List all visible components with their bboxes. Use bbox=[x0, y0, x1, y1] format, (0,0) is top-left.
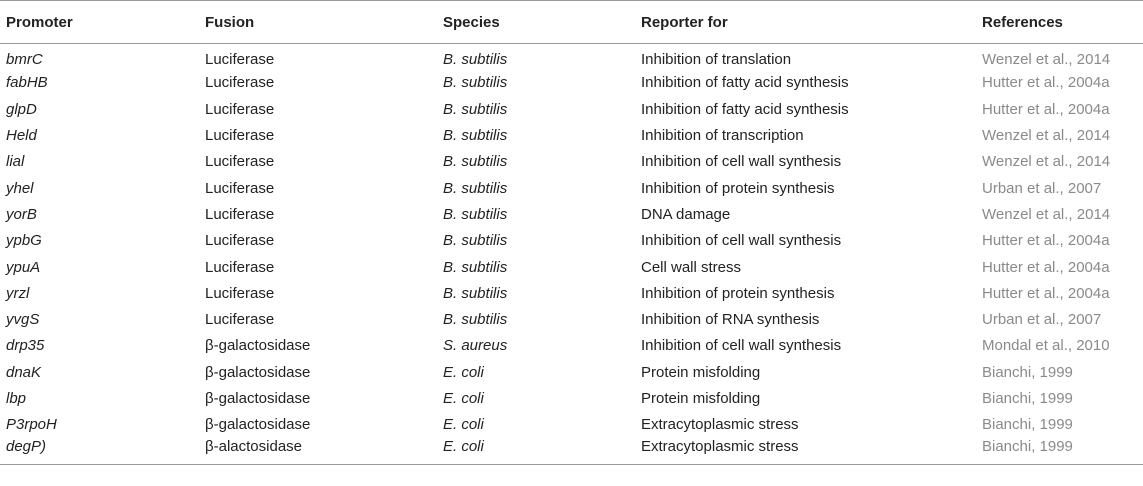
promoter-cell: P3rpoH bbox=[6, 416, 57, 434]
species-cell: B. subtilis bbox=[443, 127, 508, 145]
promoter-cell: ypuA bbox=[6, 258, 41, 276]
table-row bbox=[0, 70, 1143, 96]
reporter-cell: Inhibition of fatty acid synthesis bbox=[641, 100, 849, 118]
table-row bbox=[0, 228, 1143, 254]
promoter-cell: lial bbox=[6, 153, 25, 171]
species-cell: B. subtilis bbox=[443, 258, 508, 276]
reference-cell: Bianchi, 1999 bbox=[982, 363, 1073, 381]
reporter-cell: Protein misfolding bbox=[641, 363, 761, 381]
species-cell: B. subtilis bbox=[443, 284, 508, 302]
promoter-cell: lbp bbox=[6, 390, 27, 407]
reporter-cell: Inhibition of RNA synthesis bbox=[641, 311, 820, 329]
promoter-cell: yrzl bbox=[6, 284, 30, 302]
reporter-cell: DNA damage bbox=[641, 205, 731, 223]
table-row bbox=[0, 438, 1143, 464]
header-references: References bbox=[976, 1, 1143, 44]
fusion-cell: β-galactosidase bbox=[205, 416, 311, 434]
table-row bbox=[0, 175, 1143, 201]
header-species: Species bbox=[437, 1, 635, 44]
species-cell: B. subtilis bbox=[443, 311, 508, 329]
table-row bbox=[0, 254, 1143, 280]
reporter-cell: Inhibition of transcription bbox=[641, 127, 804, 145]
header-fusion: Fusion bbox=[199, 1, 437, 44]
species-cell: E. coli bbox=[443, 363, 484, 381]
reporter-cell: Inhibition of protein synthesis bbox=[641, 284, 835, 302]
reporter-cell: Inhibition of cell wall synthesis bbox=[641, 232, 842, 250]
reporter-cell: Cell wall stress bbox=[641, 258, 742, 276]
fusion-cell: Luciferase bbox=[205, 74, 275, 92]
reference-cell: Urban et al., 2007 bbox=[982, 179, 1102, 197]
reference-cell: Hutter et al., 2004a bbox=[982, 100, 1110, 118]
reference-cell: Bianchi, 1999 bbox=[982, 390, 1073, 407]
reference-cell: Wenzel et al., 2014 bbox=[982, 51, 1111, 69]
reference-cell: Bianchi, 1999 bbox=[976, 438, 1143, 464]
reporter-cell: Protein misfolding bbox=[641, 390, 761, 407]
reporter-cell: Extracytoplasmic stress bbox=[635, 438, 976, 464]
fusion-cell: β-alactosidase bbox=[199, 438, 437, 464]
reporter-cell: Inhibition of fatty acid synthesis bbox=[641, 74, 849, 92]
reporter-cell: Inhibition of translation bbox=[641, 51, 792, 69]
species-cell: B. subtilis bbox=[443, 179, 508, 197]
reference-cell: Hutter et al., 2004a bbox=[982, 74, 1110, 92]
species-cell: E. coli bbox=[443, 416, 484, 434]
reporter-cell: Inhibition of protein synthesis bbox=[641, 179, 835, 197]
reference-cell: Hutter et al., 2004a bbox=[982, 232, 1110, 250]
table-row bbox=[0, 44, 1143, 70]
species-cell: B. subtilis bbox=[443, 74, 508, 92]
species-cell: B. subtilis bbox=[443, 153, 508, 171]
fusion-cell: Luciferase bbox=[205, 127, 275, 145]
table-row bbox=[0, 149, 1143, 175]
species-cell: B. subtilis bbox=[443, 205, 508, 223]
reporter-cell: Extracytoplasmic stress bbox=[641, 416, 799, 434]
fusion-cell: Luciferase bbox=[205, 205, 275, 223]
fusion-cell: Luciferase bbox=[205, 232, 275, 250]
promoter-cell: yhel bbox=[6, 179, 34, 197]
table-row bbox=[0, 306, 1143, 332]
fusion-cell: Luciferase bbox=[205, 179, 275, 197]
reference-cell: Urban et al., 2007 bbox=[982, 311, 1102, 329]
table-row bbox=[0, 412, 1143, 438]
fusion-cell: β-galactosidase bbox=[205, 337, 311, 355]
species-cell: B. subtilis bbox=[443, 232, 508, 250]
promoter-cell: Held bbox=[6, 127, 37, 145]
promoter-cell: dnaK bbox=[6, 363, 42, 381]
reference-cell: Mondal et al., 2010 bbox=[982, 337, 1110, 355]
species-cell: E. coli bbox=[443, 390, 484, 407]
reference-cell: Wenzel et al., 2014 bbox=[982, 127, 1111, 145]
promoter-cell: yvgS bbox=[6, 311, 40, 329]
fusion-cell: Luciferase bbox=[205, 51, 275, 69]
promoter-cell: bmrC bbox=[6, 51, 43, 69]
table-row bbox=[0, 385, 1143, 411]
table-row bbox=[0, 333, 1143, 359]
promoter-cell: yorB bbox=[6, 205, 37, 223]
fusion-cell: Luciferase bbox=[205, 284, 275, 302]
promoter-cell: glpD bbox=[6, 100, 37, 118]
table-row bbox=[0, 359, 1143, 385]
fusion-cell: Luciferase bbox=[205, 258, 275, 276]
promoter-cell: degP) bbox=[0, 438, 199, 464]
fusion-cell: Luciferase bbox=[205, 100, 275, 118]
species-cell: B. subtilis bbox=[443, 100, 508, 118]
table-row bbox=[0, 201, 1143, 227]
table-row bbox=[0, 280, 1143, 306]
reference-cell: Hutter et al., 2004a bbox=[982, 284, 1110, 302]
reference-cell: Hutter et al., 2004a bbox=[982, 258, 1110, 276]
promoter-cell: ypbG bbox=[6, 232, 42, 250]
table-body bbox=[0, 44, 1143, 465]
fusion-cell: β-galactosidase bbox=[205, 363, 311, 381]
fusion-cell: Luciferase bbox=[205, 153, 275, 171]
table-header-row bbox=[0, 1, 1143, 44]
species-cell: S. aureus bbox=[443, 337, 508, 355]
species-cell: B. subtilis bbox=[443, 51, 508, 69]
header-promoter: Promoter bbox=[0, 1, 199, 44]
table-row bbox=[0, 122, 1143, 148]
promoter-cell: fabHB bbox=[6, 74, 48, 92]
table-row bbox=[0, 96, 1143, 122]
reference-cell: Bianchi, 1999 bbox=[982, 416, 1073, 434]
header-reporter-for: Reporter for bbox=[635, 1, 976, 44]
promoter-cell: drp35 bbox=[6, 337, 45, 355]
reporter-cell: Inhibition of cell wall synthesis bbox=[641, 337, 842, 355]
species-cell: E. coli bbox=[437, 438, 635, 464]
reference-cell: Wenzel et al., 2014 bbox=[982, 153, 1111, 171]
fusion-cell: Luciferase bbox=[205, 311, 275, 329]
fusion-cell: β-galactosidase bbox=[205, 390, 311, 407]
reporter-cell: Inhibition of cell wall synthesis bbox=[641, 153, 842, 171]
reference-cell: Wenzel et al., 2014 bbox=[982, 205, 1111, 223]
